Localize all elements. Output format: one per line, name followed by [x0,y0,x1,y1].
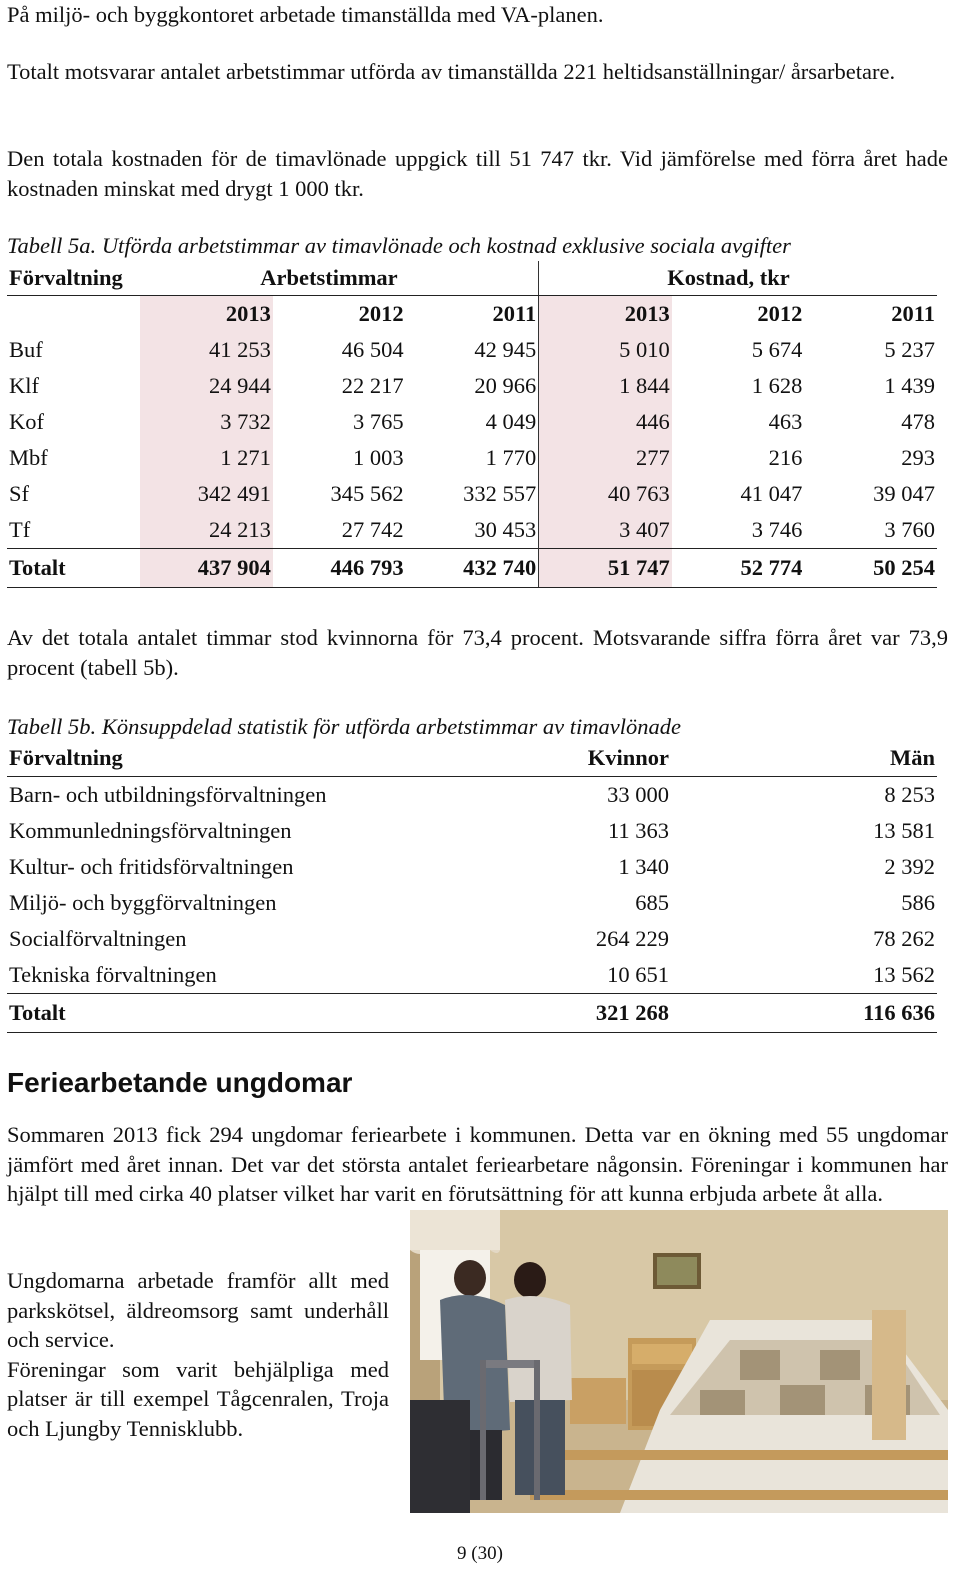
row-label: Miljö- och byggförvaltningen [9,890,277,915]
table-cell: 4 049 [485,409,537,434]
row-label: Socialförvaltningen [9,926,187,951]
row-label: Barn- och utbildningsförvaltningen [9,782,327,807]
table-5a-caption-text: Utförda arbetstimmar av timavlönade och kostnad exklusive sociala avgifter [101,233,791,258]
women-cell: 10 651 [607,962,669,987]
women-cell: 685 [635,890,669,915]
table-cell: 1 439 [884,373,935,398]
table-cell: 5 010 [539,332,672,368]
table-5a-year-5: 2011 [891,301,935,326]
care-room-photo [410,1210,948,1513]
men-cell: 13 581 [873,818,935,843]
intro-paragraph-1: På miljö- och byggkontoret arbetade timanställda med VA-planen. [7,2,604,27]
table-cell: 40 763 [539,476,672,512]
table-cell: 22 217 [341,373,404,398]
section-heading: Feriearbetande ungdomar [7,1067,353,1098]
table-cell: 3 732 [140,404,273,440]
row-label: Kultur- och fritidsförvaltningen [9,854,294,879]
table-cell: 293 [901,445,935,470]
table-cell: 5 237 [884,337,935,362]
table-cell: 41 047 [740,481,803,506]
table-cell: 51 747 [539,549,672,588]
table-cell: 46 504 [341,337,404,362]
table-cell: 20 966 [474,373,537,398]
table-row [7,849,937,885]
table-cell: 432 740 [406,549,539,588]
table-5a-year-4: 2012 [757,301,803,326]
row-label: Tf [9,517,31,542]
table-5a-header-cost: Kostnad, tkr [539,261,937,296]
table-cell: 446 793 [273,549,406,588]
men-cell: 586 [901,890,935,915]
women-cell: 11 363 [607,818,669,843]
table-cell: 30 453 [474,517,537,542]
women-cell: 1 340 [618,854,669,879]
row-label: Kof [9,409,44,434]
table-cell: 332 557 [463,481,537,506]
row-label: Totalt [7,549,140,588]
table-cell: 52 774 [672,549,805,588]
table-cell: 41 253 [140,332,273,368]
table-cell: 24 944 [140,368,273,404]
intro-paragraph-3: Den totala kostnaden för de timavlönade uppgick till 51 747 tkr. Vid jämförelse med förra året hade kostnaden minskat med drygt 1 000 tkr. [7,146,948,201]
table-cell: 50 254 [804,549,937,588]
row-label: Klf [9,373,39,398]
table-5b-caption-label: Tabell 5b. [7,714,97,739]
table-row [7,440,937,476]
table-5b [7,740,937,1033]
table-cell: 216 [768,445,803,470]
table-5a-year-1: 2012 [358,301,404,326]
intro-paragraph-2: Totalt motsvarar antalet arbetstimmar utförda av timanställda 221 heltidsanställningar/ årsarbetare. [7,59,896,84]
table-5b-header-forvaltning: Förvaltning [7,740,467,777]
table-5b-caption [7,713,681,741]
table-5a-caption [7,232,791,260]
table-row [7,476,937,512]
table-5b-total-row [7,994,937,1033]
section-paragraph: Sommaren 2013 fick 294 ungdomar feriearbete i kommunen. Detta var en ökning med 55 ungdomar jämfört med året innan. Det var det största antalet feriearbetare någonsin. Föreningar i kommunen har hjälpt till med cirka 40 platser vilket har varit en förutsättning för att kunna erbjuda arbete åt alla. [7,1122,948,1206]
row-label: Kommunledningsförvaltningen [9,818,292,843]
table-5a-caption-label: Tabell 5a. [7,233,97,258]
men-cell: 116 636 [671,994,937,1033]
table-cell: 1 271 [140,440,273,476]
table-cell: 446 [539,404,672,440]
table-cell: 277 [539,440,672,476]
women-cell: 321 268 [467,994,671,1033]
page-number: 9 (30) [457,1543,503,1564]
men-cell: 78 262 [873,926,935,951]
row-label: Sf [9,481,30,506]
table-cell: 3 746 [751,517,803,542]
table-5a [7,261,937,588]
table-5a-year-0: 2013 [140,296,273,333]
table-cell: 1 003 [352,445,404,470]
table-5a-header-forvaltning: Förvaltning [7,261,140,296]
table-cell: 1 844 [539,368,672,404]
table-row [7,777,937,814]
table-row [7,404,937,440]
table-cell: 3 760 [884,517,935,542]
men-cell: 2 392 [884,854,935,879]
side-text [7,1266,389,1443]
table-cell: 478 [901,409,935,434]
table-cell: 1 770 [485,445,537,470]
table-cell: 342 491 [140,476,273,512]
table-5b-caption-text: Könsuppdelad statistik för utförda arbetstimmar av timavlönade [101,714,681,739]
table-5a-header-hours: Arbetstimmar [140,261,539,296]
men-cell: 8 253 [884,782,935,807]
row-label: Tekniska förvaltningen [9,962,217,987]
row-label: Mbf [9,445,48,470]
table-row [7,512,937,549]
row-label: Totalt [7,994,467,1033]
table-cell: 437 904 [140,549,273,588]
table-row [7,957,937,994]
women-cell: 264 229 [595,926,669,951]
table-5b-header [7,740,937,777]
table-5a-year-2: 2011 [492,301,537,326]
table-cell: 3 765 [352,409,404,434]
table-cell: 463 [768,409,803,434]
table-cell: 39 047 [873,481,935,506]
table-cell: 42 945 [474,337,537,362]
table-5a-group-header [7,261,937,296]
table-cell: 5 674 [751,337,803,362]
table-row [7,332,937,368]
side-paragraph-2: Föreningar som varit behjälpliga med platser är till exempel Tågcenralen, Troja och Ljungby Tennisklubb. [7,1356,389,1441]
women-cell: 33 000 [607,782,669,807]
table-cell: 345 562 [330,481,404,506]
table-5a-year-3: 2013 [539,296,672,333]
table-row [7,885,937,921]
middle-paragraph: Av det totala antalet timmar stod kvinnorna för 73,4 procent. Motsvarande siffra förra året var 73,9 procent (tabell 5b). [7,625,948,680]
table-row [7,921,937,957]
table-5a-year-header [7,296,937,333]
table-5b-header-men: Män [671,740,937,777]
table-5a-year-spacer [7,296,140,333]
row-label: Buf [9,337,43,362]
side-paragraph-1: Ungdomarna arbetade framför allt med parkskötsel, äldreomsorg samt underhåll och service. [7,1268,389,1352]
table-5b-header-women: Kvinnor [467,740,671,777]
table-cell: 3 407 [539,512,672,549]
table-cell: 27 742 [341,517,404,542]
table-row [7,813,937,849]
table-5a-total-row [7,549,937,588]
men-cell: 13 562 [873,962,935,987]
table-row [7,368,937,404]
table-cell: 1 628 [751,373,803,398]
table-cell: 24 213 [140,512,273,549]
